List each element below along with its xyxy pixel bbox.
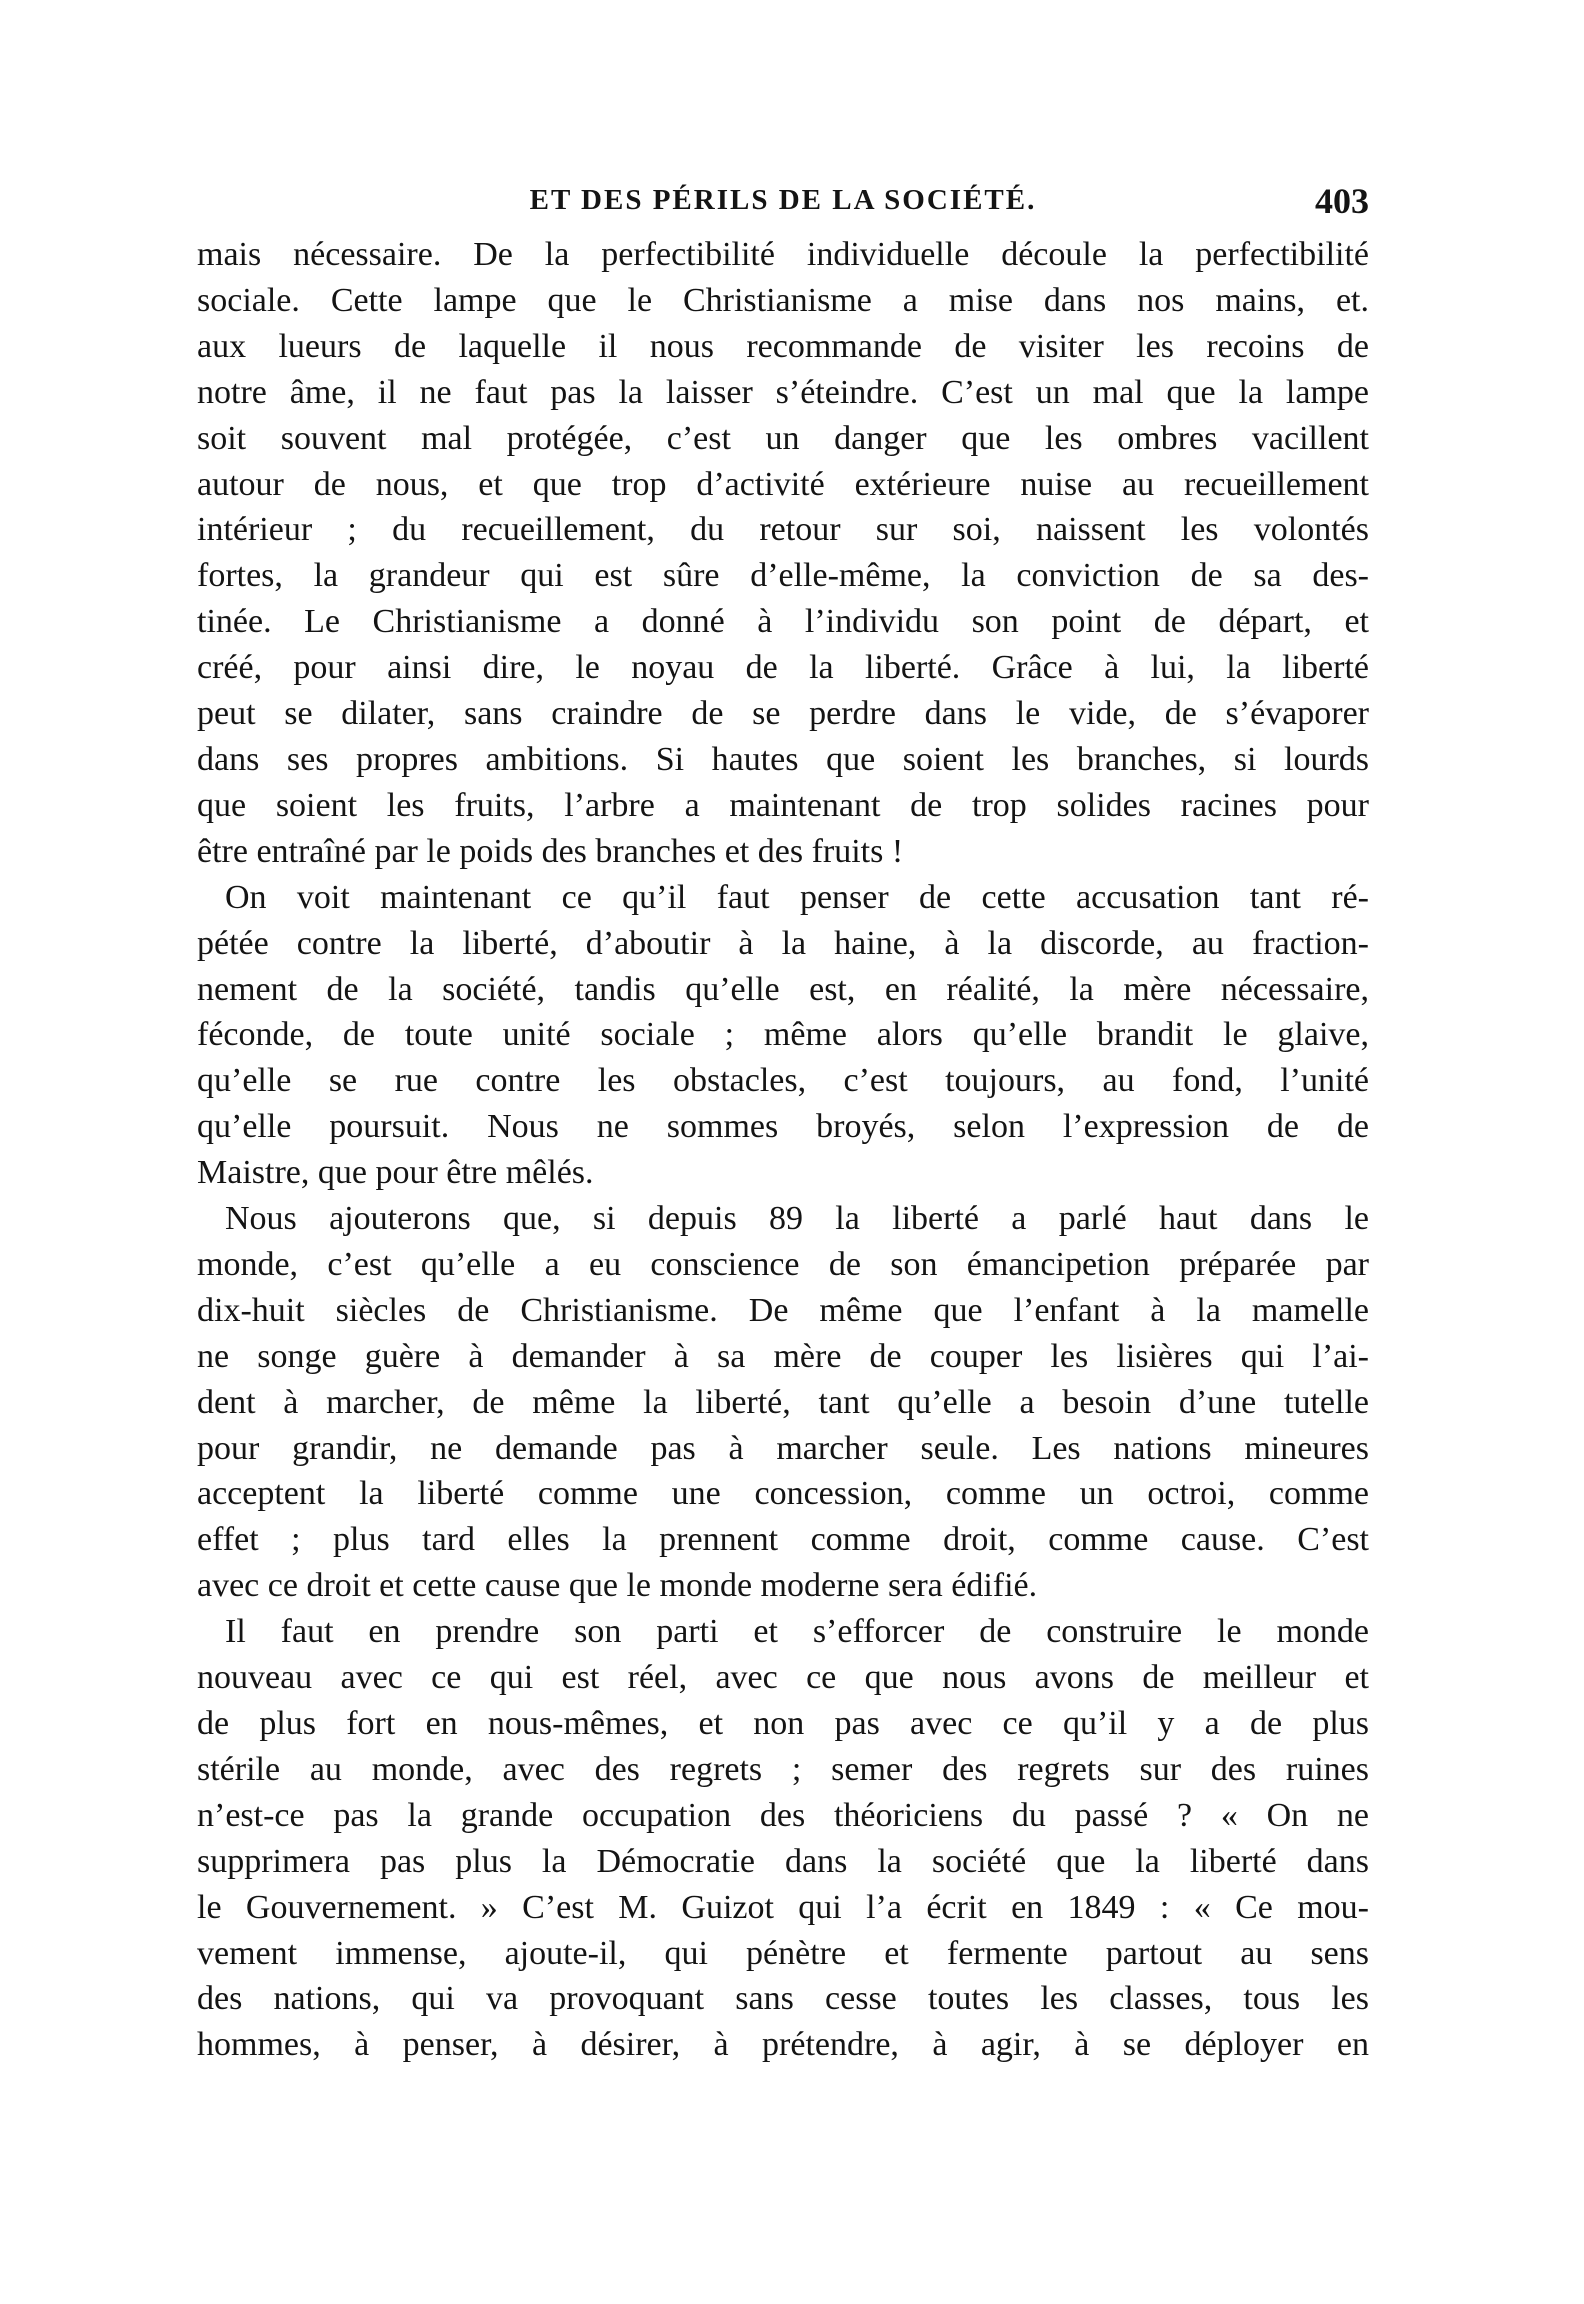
text-line: notre âme, il ne faut pas la laisser s’éteindre. C’est un mal que la lampe bbox=[197, 373, 1369, 411]
paragraph-3 bbox=[197, 1196, 1369, 1609]
text-line: être entraîné par le poids des branches et des fruits ! bbox=[197, 832, 904, 870]
text-line: peut se dilater, sans craindre de se perdre dans le vide, de s’évaporer bbox=[197, 695, 1369, 733]
text-line: avec ce droit et cette cause que le monde moderne sera édifié. bbox=[197, 1567, 1038, 1605]
text-line: le Gouvernement. » C’est M. Guizot qui l’a écrit en 1849 : « Ce mou- bbox=[197, 1888, 1369, 1926]
text-line: de plus fort en nous-mêmes, et non pas avec ce qu’il y a de plus bbox=[197, 1705, 1369, 1742]
text-line: Maistre, que pour être mêlés. bbox=[197, 1154, 594, 1192]
text-line: pour grandir, ne demande pas à marcher seule. Les nations mineures bbox=[197, 1429, 1369, 1467]
paragraph-4 bbox=[197, 1609, 1369, 2068]
text-line: qu’elle se rue contre les obstacles, c’est toujours, au fond, l’unité bbox=[197, 1062, 1369, 1100]
page-number: 403 bbox=[1315, 181, 1369, 221]
text-line: qu’elle poursuit. Nous ne sommes broyés, selon l’expression de de bbox=[197, 1108, 1369, 1146]
page-header bbox=[197, 180, 1369, 232]
text-line: hommes, à penser, à désirer, à prétendre, à agir, à se déployer en bbox=[197, 2026, 1369, 2064]
text-line: que soient les fruits, l’arbre a maintenant de trop solides racines pour bbox=[197, 786, 1369, 824]
running-head: ET DES PÉRILS DE LA SOCIÉTÉ. bbox=[529, 184, 1037, 216]
text-line: Il faut en prendre son parti et s’efforcer de construire le monde bbox=[225, 1613, 1369, 1651]
text-line: supprimera pas plus la Démocratie dans la société que la liberté dans bbox=[197, 1842, 1369, 1880]
text-line: sociale. Cette lampe que le Christianisme a mise dans nos mains, et. bbox=[197, 281, 1369, 319]
text-line: vement immense, ajoute-il, qui pénètre et fermente partout au sens bbox=[197, 1934, 1369, 1972]
text-line: nement de la société, tandis qu’elle est, en réalité, la mère nécessaire, bbox=[197, 970, 1369, 1008]
paragraph-1 bbox=[197, 232, 1369, 875]
text-line: dent à marcher, de même la liberté, tant qu’elle a besoin d’une tutelle bbox=[197, 1383, 1369, 1421]
text-line: fortes, la grandeur qui est sûre d’elle-même, la conviction de sa des- bbox=[197, 557, 1369, 595]
text-line: stérile au monde, avec des regrets ; semer des regrets sur des ruines bbox=[197, 1750, 1369, 1788]
text-line: tinée. Le Christianisme a donné à l’individu son point de départ, et bbox=[197, 603, 1369, 641]
text-line: des nations, qui va provoquant sans cesse toutes les classes, tous les bbox=[197, 1980, 1369, 2018]
text-line: ne songe guère à demander à sa mère de couper les lisières qui l’ai- bbox=[197, 1337, 1369, 1375]
text-line: pétée contre la liberté, d’aboutir à la haine, à la discorde, au fraction- bbox=[197, 924, 1369, 962]
text-line: On voit maintenant ce qu’il faut penser de cette accusation tant ré- bbox=[225, 878, 1369, 916]
text-line: aux lueurs de laquelle il nous recommande de visiter les recoins de bbox=[197, 327, 1369, 365]
text-line: féconde, de toute unité sociale ; même alors qu’elle brandit le glaive, bbox=[197, 1016, 1369, 1054]
text-line: soit souvent mal protégée, c’est un danger que les ombres vacillent bbox=[197, 419, 1369, 457]
text-line: Nous ajouterons que, si depuis 89 la liberté a parlé haut dans le bbox=[225, 1200, 1369, 1238]
body-text bbox=[197, 232, 1369, 2068]
text-line: créé, pour ainsi dire, le noyau de la liberté. Grâce à lui, la liberté bbox=[197, 649, 1369, 687]
text-line: n’est-ce pas la grande occupation des théoriciens du passé ? « On ne bbox=[197, 1796, 1369, 1834]
text-line: nouveau avec ce qui est réel, avec ce que nous avons de meilleur et bbox=[197, 1659, 1369, 1697]
text-line: effet ; plus tard elles la prennent comme droit, comme cause. C’est bbox=[197, 1521, 1369, 1559]
text-line: dans ses propres ambitions. Si hautes que soient les branches, si lourds bbox=[197, 740, 1369, 778]
text-line: dix-huit siècles de Christianisme. De même que l’enfant à la mamelle bbox=[197, 1291, 1369, 1329]
book-page bbox=[197, 180, 1369, 2068]
text-line: autour de nous, et que trop d’activité extérieure nuise au recueillement bbox=[197, 465, 1369, 503]
text-line: monde, c’est qu’elle a eu conscience de son émancipetion préparée par bbox=[197, 1245, 1369, 1283]
text-line: intérieur ; du recueillement, du retour sur soi, naissent les volontés bbox=[197, 511, 1369, 549]
text-line: mais nécessaire. De la perfectibilité individuelle découle la perfectibilité bbox=[197, 236, 1369, 273]
paragraph-2 bbox=[197, 875, 1369, 1196]
text-line: acceptent la liberté comme une concession, comme un octroi, comme bbox=[197, 1475, 1369, 1513]
